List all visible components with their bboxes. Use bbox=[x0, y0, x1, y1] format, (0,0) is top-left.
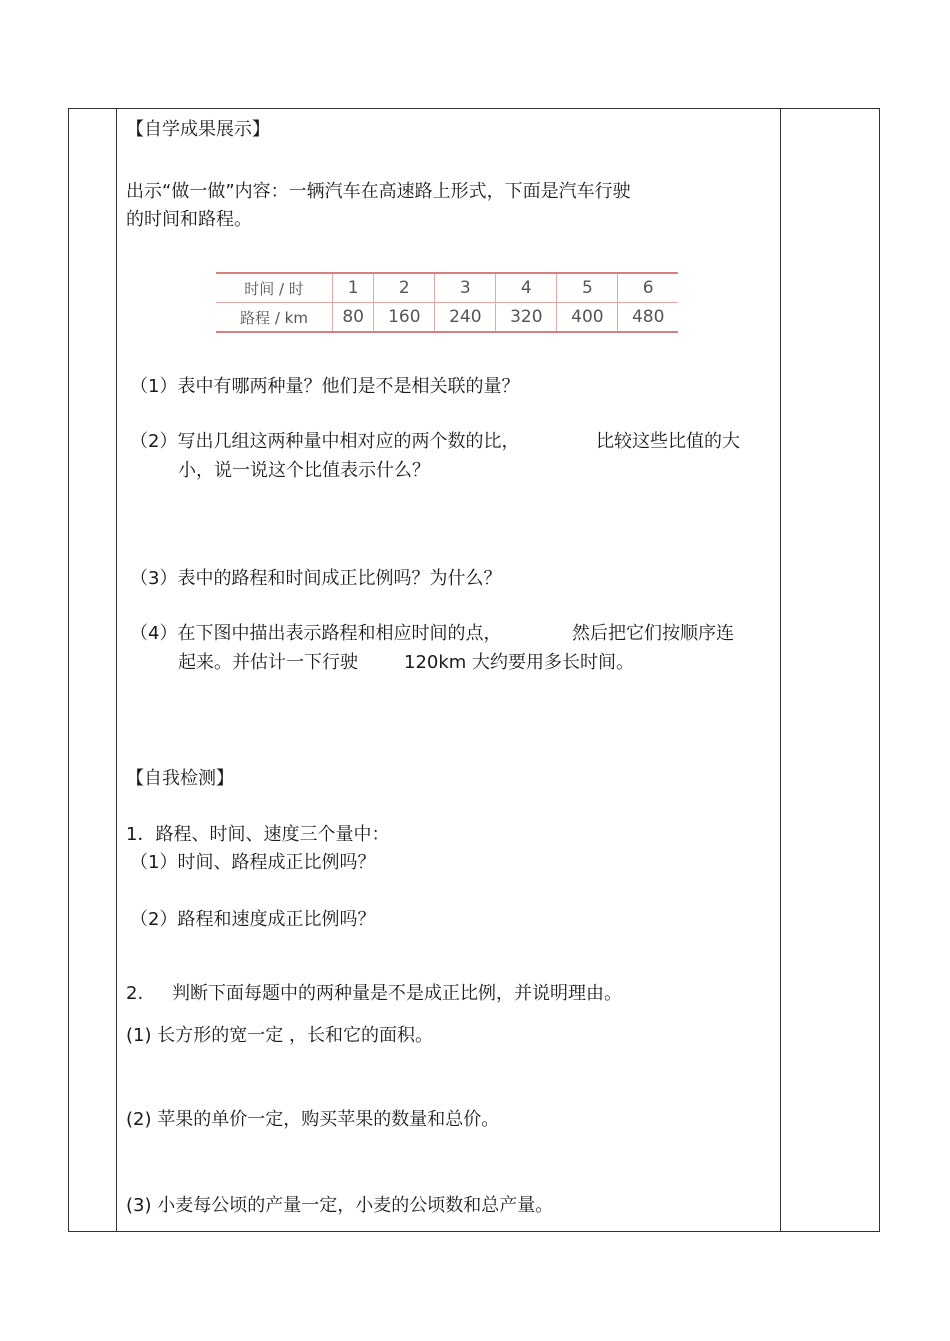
question-3: （3）表中的路程和时间成正比例吗？为什么？ bbox=[130, 568, 502, 589]
self-study-heading: 【自学成果展示】 bbox=[126, 119, 270, 140]
question-1: （1）表中有哪两种量？他们是不是相关联的量？ bbox=[130, 376, 520, 397]
table-cell: 3 bbox=[435, 273, 496, 303]
table-cell: 4 bbox=[496, 273, 557, 303]
time-distance-table bbox=[216, 272, 678, 333]
self-check-heading: 【自我检测】 bbox=[126, 768, 234, 789]
table-cell: 480 bbox=[618, 303, 678, 333]
question-2-line1b: 比较这些比值的大 bbox=[596, 431, 740, 452]
table-cell: 5 bbox=[557, 273, 618, 303]
question-2-line2: 小，说一说这个比值表示什么？ bbox=[178, 460, 430, 481]
table-cell: 160 bbox=[374, 303, 435, 333]
right-column-divider bbox=[780, 108, 781, 1232]
question-2-line1a: （2）写出几组这两种量中相对应的两个数的比， bbox=[130, 431, 520, 452]
table-row bbox=[216, 273, 678, 303]
left-column-divider bbox=[116, 108, 117, 1232]
question-4-line2a: 起来。并估计一下行驶 bbox=[178, 652, 358, 673]
table-cell: 400 bbox=[557, 303, 618, 333]
problem-1-question-1: （1）时间、路程成正比例吗？ bbox=[130, 852, 376, 873]
question-4-line2b: 120km 大约要用多长时间。 bbox=[404, 652, 635, 673]
table-cell: 6 bbox=[618, 273, 678, 303]
intro-text-line2: 的时间和路程。 bbox=[126, 209, 252, 230]
table-row bbox=[216, 303, 678, 333]
intro-text-line1: 出示“做一做”内容：一辆汽车在高速路上形式，下面是汽车行驶 bbox=[126, 181, 631, 202]
table-cell: 240 bbox=[435, 303, 496, 333]
problem-2-number: 2. bbox=[126, 983, 144, 1004]
table-cell: 80 bbox=[333, 303, 374, 333]
problem-1-question-2: （2）路程和速度成正比例吗？ bbox=[130, 909, 376, 930]
problem-2-item-3: (3) 小麦每公顷的产量一定，小麦的公顷数和总产量。 bbox=[126, 1195, 554, 1216]
question-4-line1b: 然后把它们按顺序连 bbox=[572, 623, 734, 644]
problem-1-title: 1．路程、时间、速度三个量中： bbox=[126, 824, 390, 845]
question-4-line1a: （4）在下图中描出表示路程和相应时间的点， bbox=[130, 623, 502, 644]
table-cell: 1 bbox=[333, 273, 374, 303]
row-header-time: 时间 / 时 bbox=[216, 273, 333, 303]
problem-2-item-1: (1) 长方形的宽一定 ，长和它的面积。 bbox=[126, 1025, 433, 1046]
table-cell: 320 bbox=[496, 303, 557, 333]
problem-2-item-2: (2) 苹果的单价一定，购买苹果的数量和总价。 bbox=[126, 1109, 500, 1130]
table-cell: 2 bbox=[374, 273, 435, 303]
problem-2-title: 判断下面每题中的两种量是不是成正比例，并说明理由。 bbox=[172, 983, 622, 1004]
row-header-distance: 路程 / km bbox=[216, 303, 333, 333]
